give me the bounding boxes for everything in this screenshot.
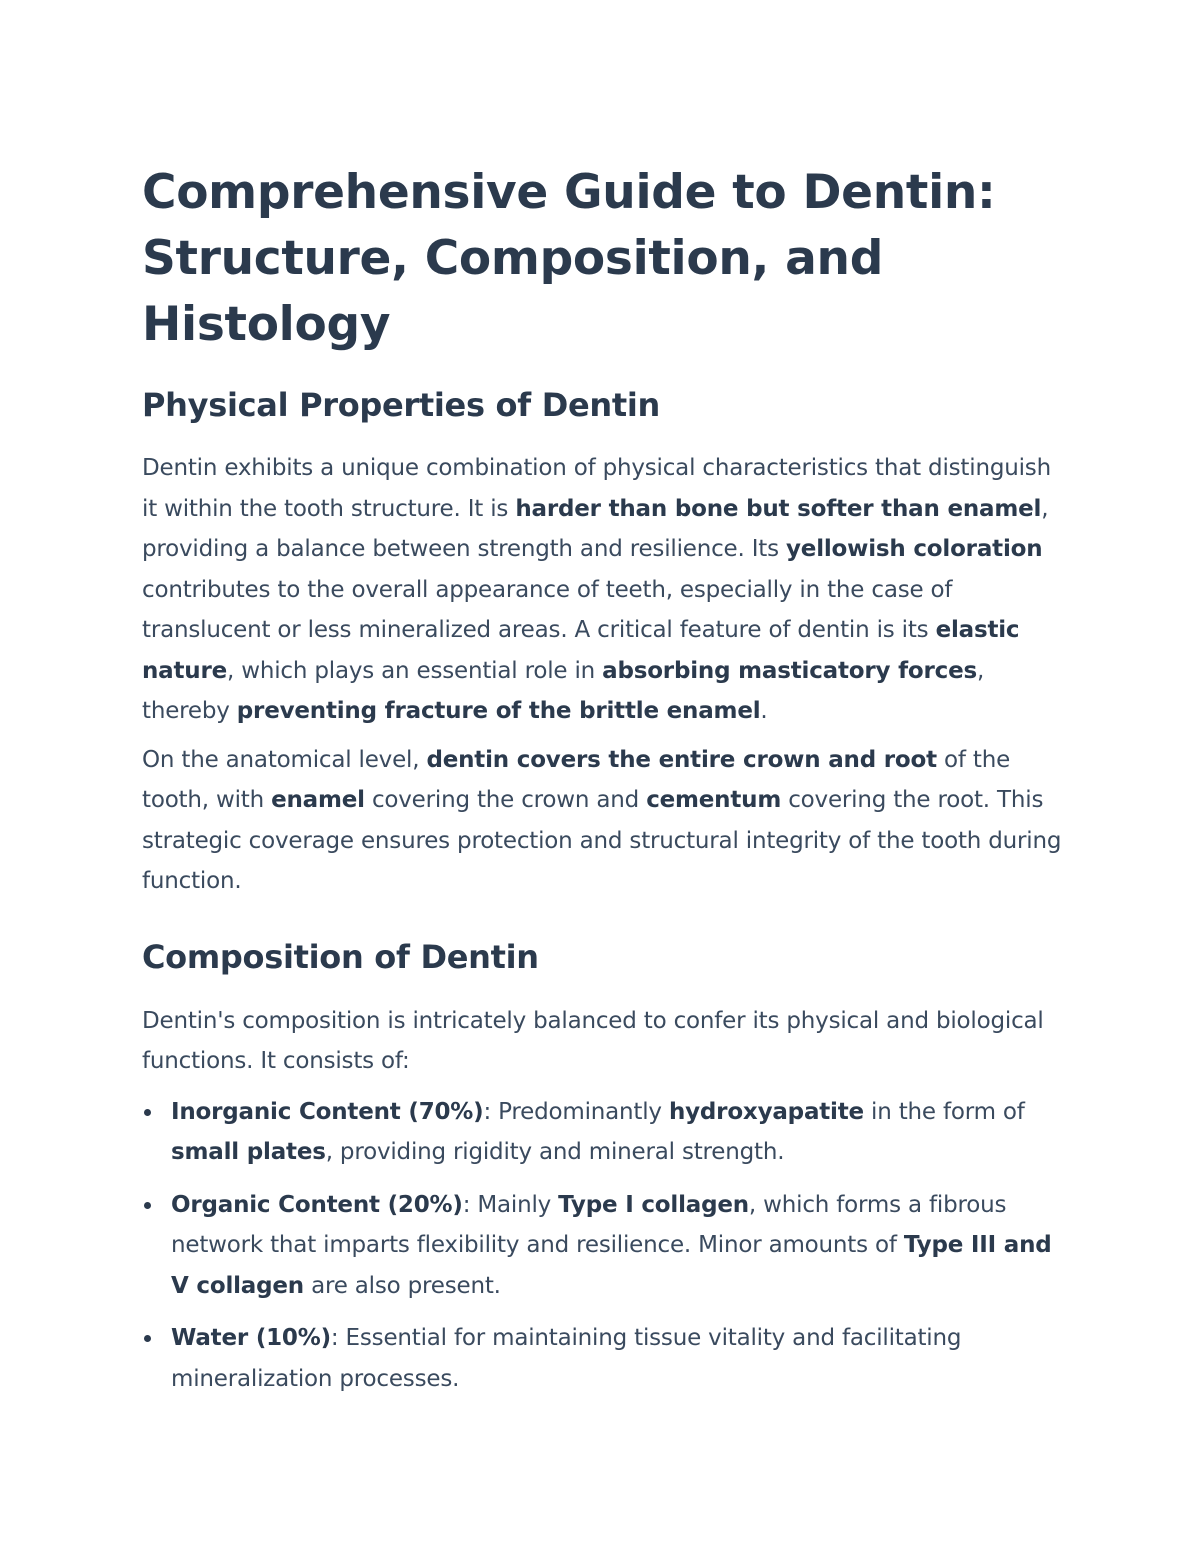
bullet-icon (144, 1109, 151, 1116)
bold-run: Inorganic Content (70%) (171, 1098, 484, 1125)
text-run: , providing rigidity and mineral strength. (325, 1139, 785, 1165)
text-run: , thereby (142, 657, 985, 724)
text-run: : Predominantly (483, 1098, 669, 1125)
text-run: , which forms a fibrous network that imparts flexibility and resilience. Minor amounts of (171, 1191, 1007, 1258)
bold-run: hydroxyapatite (668, 1098, 864, 1125)
physical-properties-paragraph-2 (142, 740, 1067, 902)
text-run: of the tooth, with (142, 746, 1011, 813)
text-run: On the anatomical level, (142, 746, 427, 773)
text-run: : Essential for maintaining tissue vitality and facilitating mineralization processes. (171, 1325, 962, 1392)
bold-run: enamel (271, 787, 365, 813)
text-run: : Mainly (462, 1191, 559, 1218)
text-run: covering the crown and (364, 787, 647, 813)
bold-run: Type I collagen (558, 1191, 749, 1218)
bold-run: small plates (171, 1139, 326, 1165)
text-run: , which plays an essential role in (227, 657, 603, 684)
bold-run: cementum (646, 787, 782, 813)
bold-run: dentin covers the entire crown and root (426, 746, 937, 773)
text-run: in the form of (863, 1098, 1025, 1125)
section-heading-physical-properties: Physical Properties of Dentin (142, 386, 660, 424)
composition-list (142, 1092, 1067, 1400)
document-page (142, 160, 1067, 1411)
text-run: covering the root. This strategic coverage ensures protection and structural integrity of the tooth during function. (142, 787, 1062, 894)
text-run: , providing a balance between strength and resilience. Its (142, 495, 1049, 562)
text-run: Dentin exhibits a unique combination of physical characteristics that distinguish it within the tooth structure. It is (142, 455, 1051, 522)
bold-run: preventing fracture of the brittle enamel (236, 698, 761, 724)
physical-properties-paragraph-1 (142, 448, 1067, 732)
bold-run: Organic Content (20%) (171, 1191, 463, 1218)
composition-intro-paragraph: Dentin's composition is intricately balanced to confer its physical and biological functions. It consists of: (142, 1007, 1044, 1074)
bullet-icon (144, 1202, 151, 1209)
bold-run: elastic nature (142, 617, 1020, 684)
list-item-water (142, 1318, 1067, 1399)
bold-run: harder than bone but softer than enamel (515, 495, 1042, 522)
bold-run: Type III and V collagen (171, 1232, 1052, 1299)
list-item-inorganic-content (142, 1092, 1067, 1173)
text-run: . (760, 698, 768, 724)
bold-run: absorbing masticatory forces (602, 657, 977, 684)
text-run: contributes to the overall appearance of teeth, especially in the case of translucent or less mineralized areas. A critical feature of dentin is its (142, 576, 953, 643)
bold-run: yellowish coloration (786, 536, 1043, 562)
text-run: are also present. (303, 1272, 501, 1299)
list-item-organic-content (142, 1185, 1067, 1307)
bold-run: Water (10%) (171, 1325, 331, 1351)
section-heading-composition: Composition of Dentin (142, 937, 539, 976)
bullet-icon (144, 1335, 151, 1342)
page-title: Comprehensive Guide to Dentin: Structure, Composition, and Histology (142, 165, 996, 352)
